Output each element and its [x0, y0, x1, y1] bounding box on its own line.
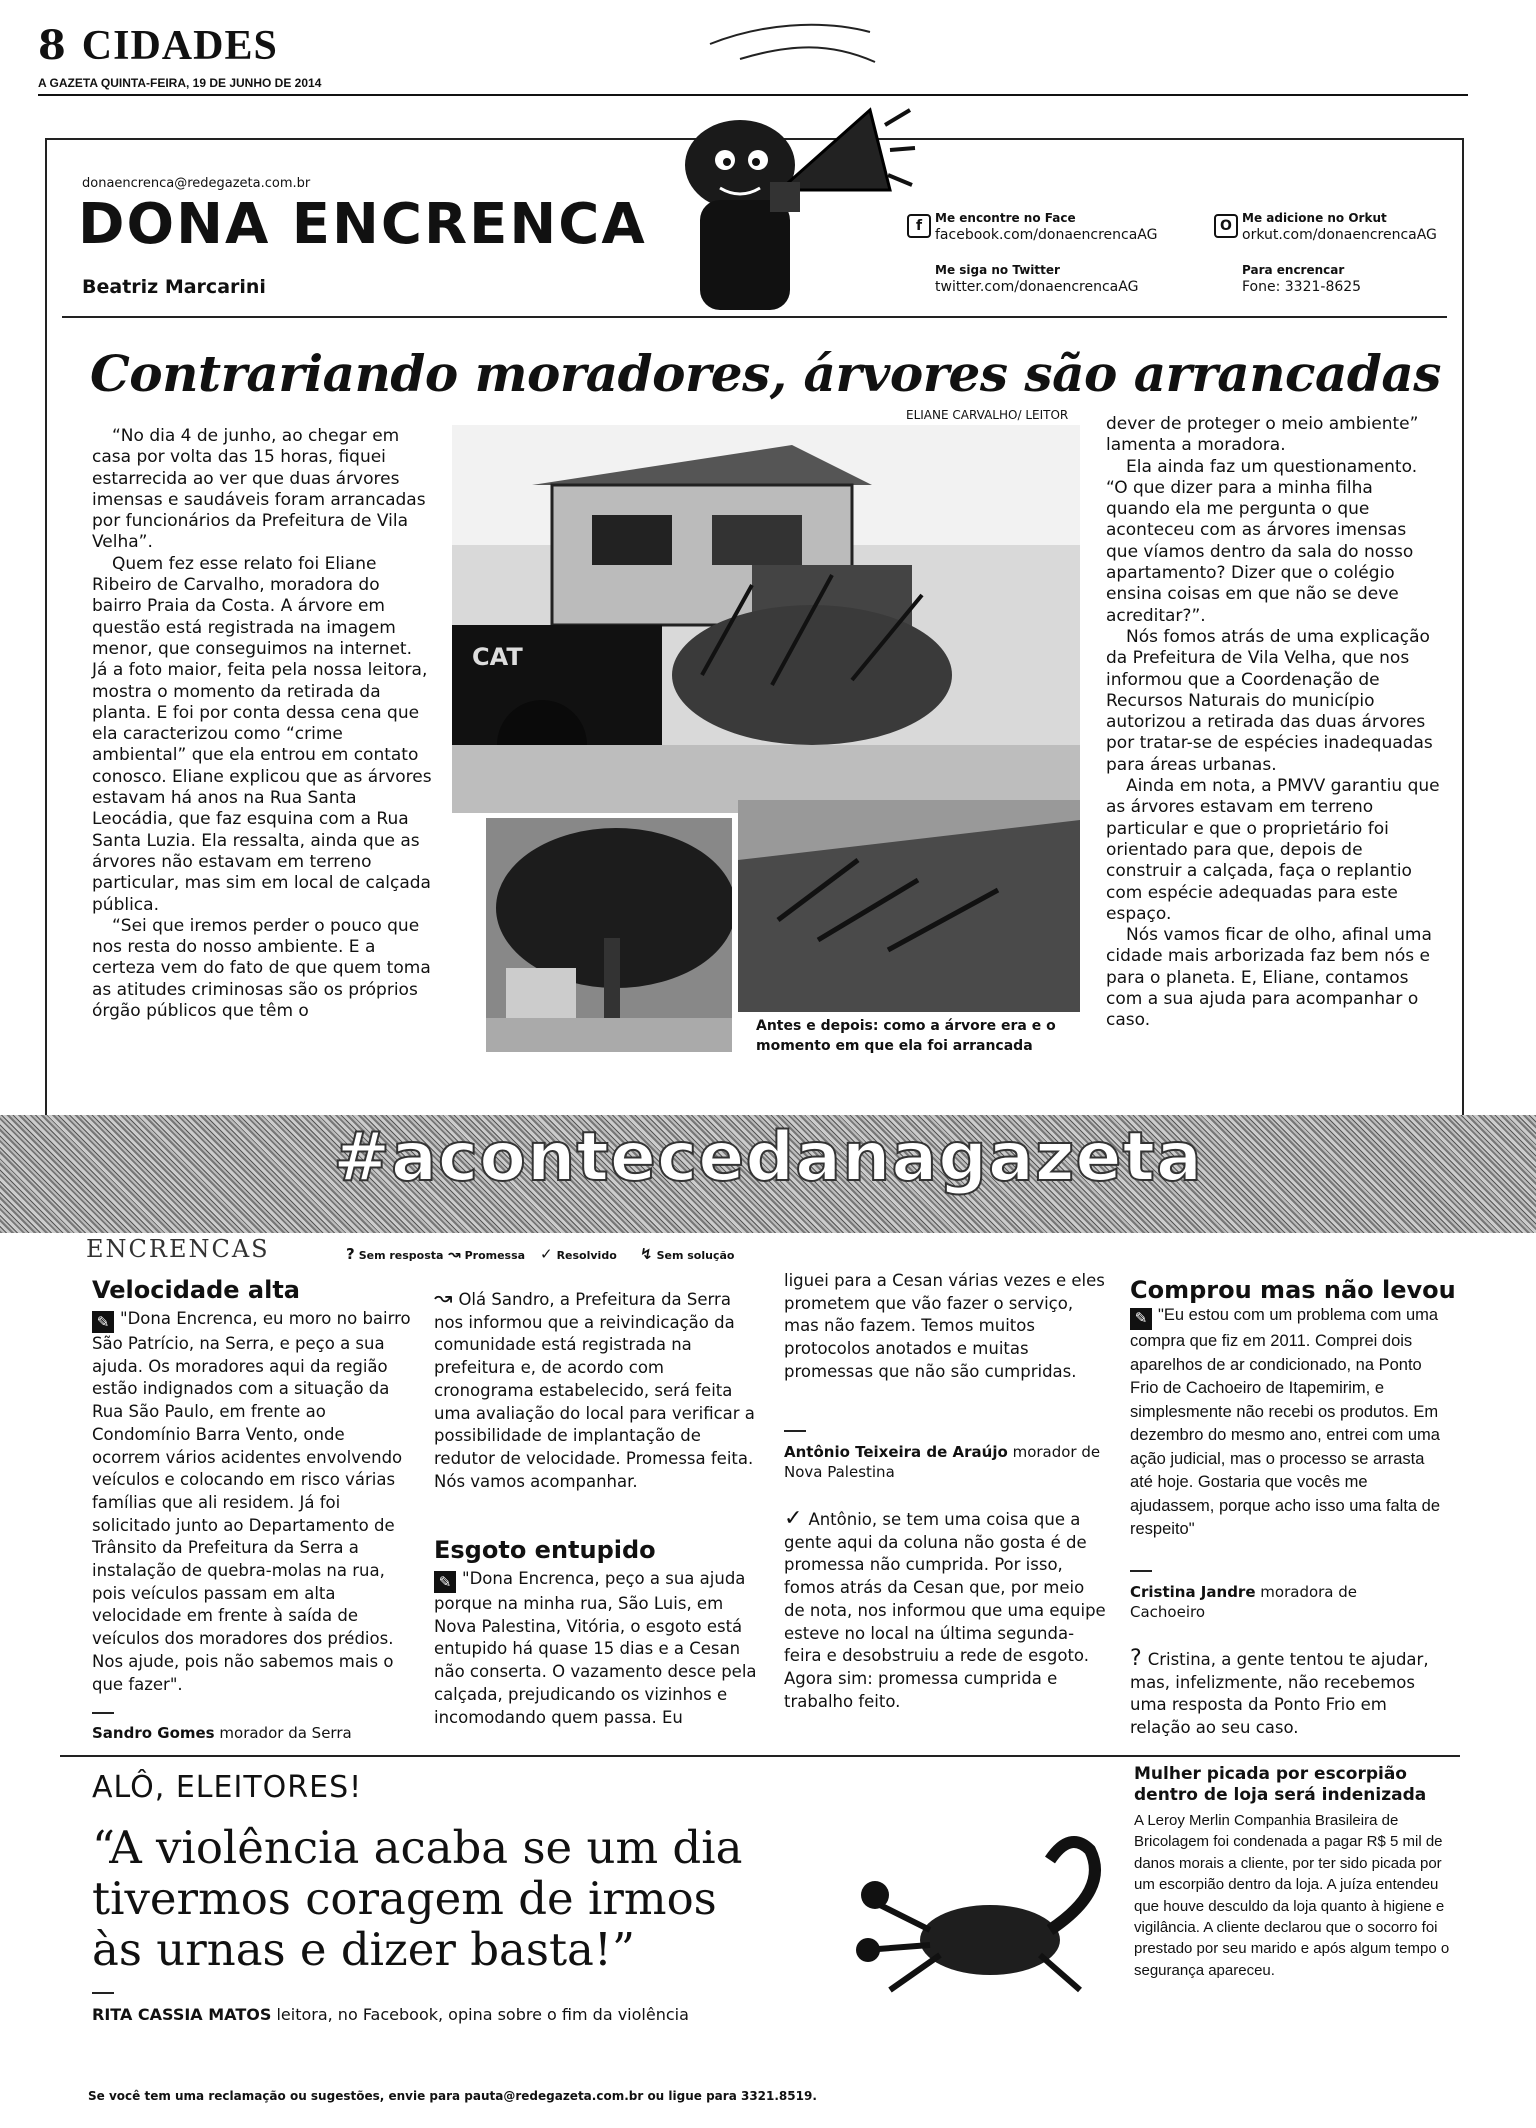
tree-removal-photo	[452, 425, 1080, 813]
after-photo	[738, 800, 1080, 1012]
tree-before-photo	[486, 818, 732, 1052]
page-header	[38, 22, 278, 70]
paragraph: Nós vamos ficar de olho, afinal uma cidade mais arborizada faz bem nós e para o planeta. E, Eliane, contamos com a sua ajuda para acompanhar o caso.	[1106, 925, 1432, 1031]
sig-rule	[1130, 1570, 1152, 1572]
before-photo	[486, 818, 732, 1052]
page-number: 8	[38, 22, 67, 69]
svg-text:CAT: CAT	[472, 643, 523, 671]
esgoto-complaint-continued: liguei para a Cesan várias vezes e eles prometem que vão fazer o serviço, mas não fazem. Temos muitos protocolos anotados e muitas promessas que não são cumpridas.	[784, 1271, 1105, 1381]
legend-promessa: ↝ Promessa	[448, 1245, 526, 1263]
legend-resolvido: ✓ Resolvido	[540, 1245, 617, 1263]
mascot-megaphone-illustration	[660, 70, 920, 320]
section-divider	[60, 1755, 1460, 1757]
news-title: Mulher picada por escorpião dentro de loja será indenizada	[1134, 1764, 1427, 1805]
facebook-link[interactable]: facebook.com/donaencrencaAG	[935, 227, 1158, 243]
contact-facebook: f Me encontre no Face facebook.com/donaencrencaAG	[935, 210, 1158, 244]
hashtag-text: #acontecedanagazeta	[333, 1118, 1203, 1197]
column-author: Beatriz Marcarini	[82, 276, 266, 298]
header-divider	[62, 316, 1447, 318]
scorpion-illustration	[850, 1830, 1120, 2010]
paragraph: dever de proteger o meio ambiente” lamenta a moradora.	[1106, 414, 1419, 456]
promise-icon: ↝	[448, 1245, 461, 1263]
phone-number: Fone: 3321-8625	[1242, 279, 1362, 295]
sig-rule	[784, 1430, 806, 1432]
alo-quote: “A violência acaba se um dia tivermos coragem de irmos às urnas e dizer basta!”	[92, 1821, 743, 1976]
esgoto-title: Esgoto entupido	[434, 1536, 656, 1564]
paragraph: “No dia 4 de junho, ao chegar em casa por volta das 15 horas, fiquei estarrecida ao ver que duas árvores imensas e saudáveis foram arrancadas por funcionários da Prefeitura de Vila Velha”.	[92, 426, 426, 553]
comprou-reply: ? Cristina, a gente tentou te ajudar, mas, infelizmente, não recebemos uma resposta da Ponto Frio em relação ao seu caso.	[1130, 1646, 1429, 1738]
esgoto-signature: Antônio Teixeira de Araújo morador de Nova Palestina	[784, 1443, 1101, 1481]
legend-sem-solucao: ↯ Sem solução	[640, 1245, 735, 1263]
sig-rule	[92, 1712, 114, 1714]
twitter-link[interactable]: twitter.com/donaencrencaAG	[935, 279, 1139, 295]
legend-sem-resposta: ? Sem resposta	[346, 1245, 444, 1263]
paragraph: “Sei que iremos perder o pouco que nos resta do nosso ambiente. E a certeza vem do fato de que quem toma as atitudes criminosas são os próprios órgão públicos que têm o	[92, 915, 431, 1022]
alo-signature: RITA CASSIA MATOS leitora, no Facebook, opina sobre o fim da violência	[92, 2005, 689, 2024]
orkut-icon: O	[1214, 214, 1238, 238]
velocidade-title: Velocidade alta	[92, 1276, 300, 1304]
comprou-title: Comprou mas não levou	[1130, 1276, 1456, 1304]
pen-mark-icon	[700, 14, 880, 64]
promise-icon: ↝	[434, 1286, 453, 1311]
article-column-1	[92, 426, 432, 1022]
velocidade-reply: ↝ Olá Sandro, a Prefeitura da Serra nos informou que a reivindicação da comunidade está registrada na prefeitura e, de acordo com cronograma estabelecido, será feita uma avaliação do local para verificar a possibilidade de implantação de redutor de velocidade. Promessa feita. Nós vamos acompanhar.	[434, 1286, 755, 1491]
complaint-icon: ✎	[1130, 1308, 1152, 1330]
orkut-link[interactable]: orkut.com/donaencrencaAG	[1242, 227, 1437, 243]
facebook-icon: f	[907, 214, 931, 238]
complaint-icon: ✎	[434, 1571, 456, 1593]
article-column-2	[1106, 414, 1442, 1032]
sig-rule	[92, 1992, 114, 1994]
section-title: CIDADES	[81, 23, 278, 69]
photo-caption: Antes e depois: como a árvore era e o momento em que ela foi arrancada	[756, 1018, 1056, 1054]
encrencas-title: ENCRENCAS	[86, 1235, 270, 1263]
column-title: DONA ENCRENCA	[78, 192, 647, 257]
velocidade-signature: Sandro Gomes morador da Serra	[92, 1724, 352, 1742]
comprou-complaint: ✎ "Eu estou com um problema com uma compra que fiz em 2011. Comprei dois aparelhos de ar condicionado, na Ponto Frio de Cachoeiro de Itapemirim, e simplesmente não recebi os produtos. Em dezembro do mesmo ano, entrei com uma ação judicial, mas o processo se arrasta até hoje. Gostaria que vocês me ajudassem, porque acho isso uma falta de respeito"	[1130, 1306, 1441, 1538]
no-solution-icon: ↯	[640, 1245, 653, 1263]
contact-phone: Para encrencar Fone: 3321-8625	[1242, 263, 1362, 295]
article-headline: Contrariando moradores, árvores são arrancadas	[90, 344, 1441, 403]
column-email: donaencrenca@redegazeta.com.br	[82, 176, 311, 191]
paragraph: Nós fomos atrás de uma explicação da Prefeitura de Vila Velha, que nos informou que a Coordenação de Recursos Naturais do município autorizou a retirada das duas árvores por tratar-se de espécies inadequadas para áreas urbanas.	[1106, 626, 1433, 775]
photo-credit: ELIANE CARVALHO/ LEITOR	[906, 408, 1069, 422]
dateline: A GAZETA QUINTA-FEIRA, 19 DE JUNHO DE 2014	[38, 76, 322, 90]
velocidade-complaint: ✎ "Dona Encrenca, eu moro no bairro São Patrício, na Serra, e peço a sua ajuda. Os moradores aqui da região estão indignados com a situação da Rua São Paulo, em frente ao Condomínio Barra Vento, onde ocorrem vários acidentes envolvendo veículos e colocando em risco várias famílias que ali residem. Já foi solicitado junto ao Departamento de Trânsito da Prefeitura da Serra a instalação de quebra-molas na rua, pois veículos passam em alta velocidade em frente à saída de veículos dos moradores dos prédios. Nos ajude, pois não sabemos mais o que fazer".	[92, 1309, 411, 1694]
paragraph: Ela ainda faz um questionamento. “O que dizer para a minha filha quando ela me pergunta o que aconteceu com as árvores imensas que víamos dentro da sala do nosso apartamento? Dizer que o colégio ensina coisas em que não se deve acreditar?”.	[1106, 456, 1418, 626]
check-icon: ✓	[540, 1245, 553, 1263]
paragraph: Quem fez esse relato foi Eliane Ribeiro de Carvalho, moradora do bairro Praia da Costa. A árvore em questão está registrada na imagem menor, que conseguimos na internet. Já a foto maior, feita pela nossa leitora, mostra o momento da retirada da planta. E foi por conta dessa cena que ela caracterizou como “crime ambiental” que ela entrou em contato conosco. Eliane explicou que as árvores estavam há anos na Rua Santa Leocádia, que faz esquina com a Rua Santa Luzia. Ela ressalta, ainda que as árvores não estavam em terreno particular, mas sim em local de calçada pública.	[92, 553, 432, 915]
contact-twitter: Me siga no Twitter twitter.com/donaencrencaAG	[935, 263, 1139, 295]
tree-after-photo	[738, 800, 1080, 1012]
check-icon: ✓	[784, 1506, 803, 1531]
question-icon: ?	[346, 1245, 355, 1263]
alo-title: ALÔ, ELEITORES!	[92, 1770, 363, 1805]
paragraph: Ainda em nota, a PMVV garantiu que as árvores estavam em terreno particular e que o proprietário foi orientado para que, depois de construir a calçada, faça o replantio com espécie adequadas para este espaço.	[1106, 776, 1440, 924]
esgoto-reply: ✓ Antônio, se tem uma coisa que a gente aqui da coluna não gosta é de promessa não cumprida. Por isso, fomos atrás da Cesan que, por meio de nota, nos informou que uma equipe esteve no local na última segunda-feira e desobstruiu a rede de esgoto. Agora sim: promessa cumprida e trabalho feito.	[784, 1506, 1106, 1711]
footer-note: Se você tem uma reclamação ou sugestões, envie para pauta@redegazeta.com.br ou ligue para 3321.8519.	[88, 2089, 817, 2103]
esgoto-complaint: ✎ "Dona Encrenca, peço a sua ajuda porque na minha rua, São Luis, em Nova Palestina, Vitória, o esgoto está entupido há quase 15 dias e a Cesan não conserta. O vazamento desce pela calçada, prejudicando os vizinhos e incomodando quem passa. Eu	[434, 1569, 757, 1727]
question-icon: ?	[1130, 1646, 1142, 1671]
main-photo	[452, 425, 1080, 813]
comprou-signature: Cristina Jandre moradora de Cachoeiro	[1130, 1583, 1358, 1621]
contact-orkut: O Me adicione no Orkut orkut.com/donaencrencaAG	[1242, 210, 1437, 244]
news-body: A Leroy Merlin Companhia Brasileira de Bricolagem foi condenada a pagar R$ 5 mil de danos morais a cliente, por ter sido picada por um escorpião dentro da loja. A juíza entendeu que houve desculdo da loja quanto à higiene e vigilância. A cliente declarou que o socorro foi prestado por seu marido e após algum tempo o segurança apareceu.	[1134, 1812, 1450, 1979]
complaint-icon: ✎	[92, 1311, 114, 1333]
